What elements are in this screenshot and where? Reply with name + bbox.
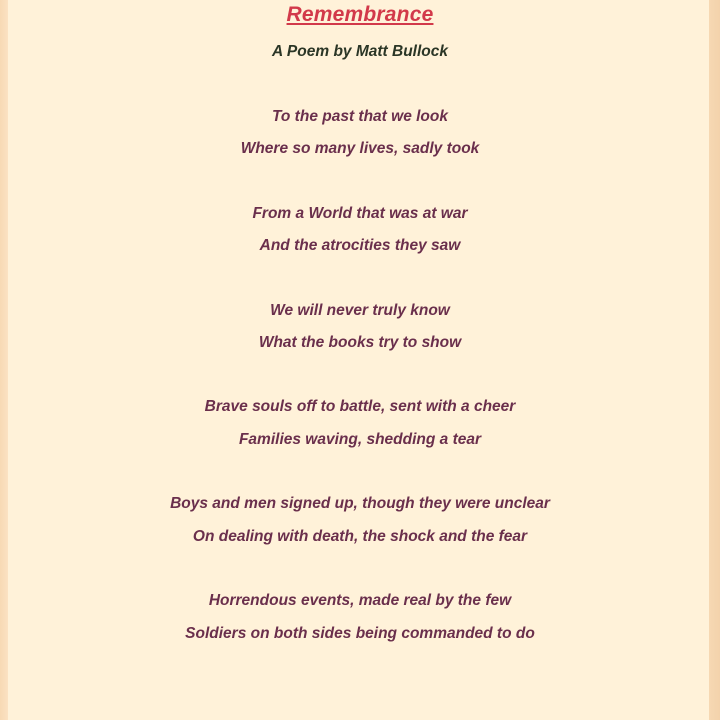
poem-author-line: A Poem by Matt Bullock — [272, 43, 448, 60]
poem-line-9: Boys and men signed up, though they were unclear — [170, 495, 550, 512]
poem-line-1: To the past that we look — [272, 108, 448, 125]
poem-line-10: On dealing with death, the shock and the fear — [192, 528, 528, 545]
poem-line-11: Horrendous events, made real by the few — [208, 592, 512, 609]
poem-line-5: We will never truly know — [270, 302, 450, 319]
poem-line-4: And the atrocities they saw — [259, 237, 461, 254]
poem-line-3: From a World that was at war — [252, 205, 468, 222]
poem-line-8: Families waving, shedding a tear — [238, 431, 482, 448]
poem-line-7: Brave souls off to battle, sent with a cheer — [204, 398, 516, 415]
poem-line-2: Where so many lives, sadly took — [240, 140, 480, 157]
poem-line-12: Soldiers on both sides being commanded to do — [185, 625, 535, 642]
poem-title: Remembrance — [286, 3, 434, 26]
poem-line-6: What the books try to show — [258, 334, 462, 351]
